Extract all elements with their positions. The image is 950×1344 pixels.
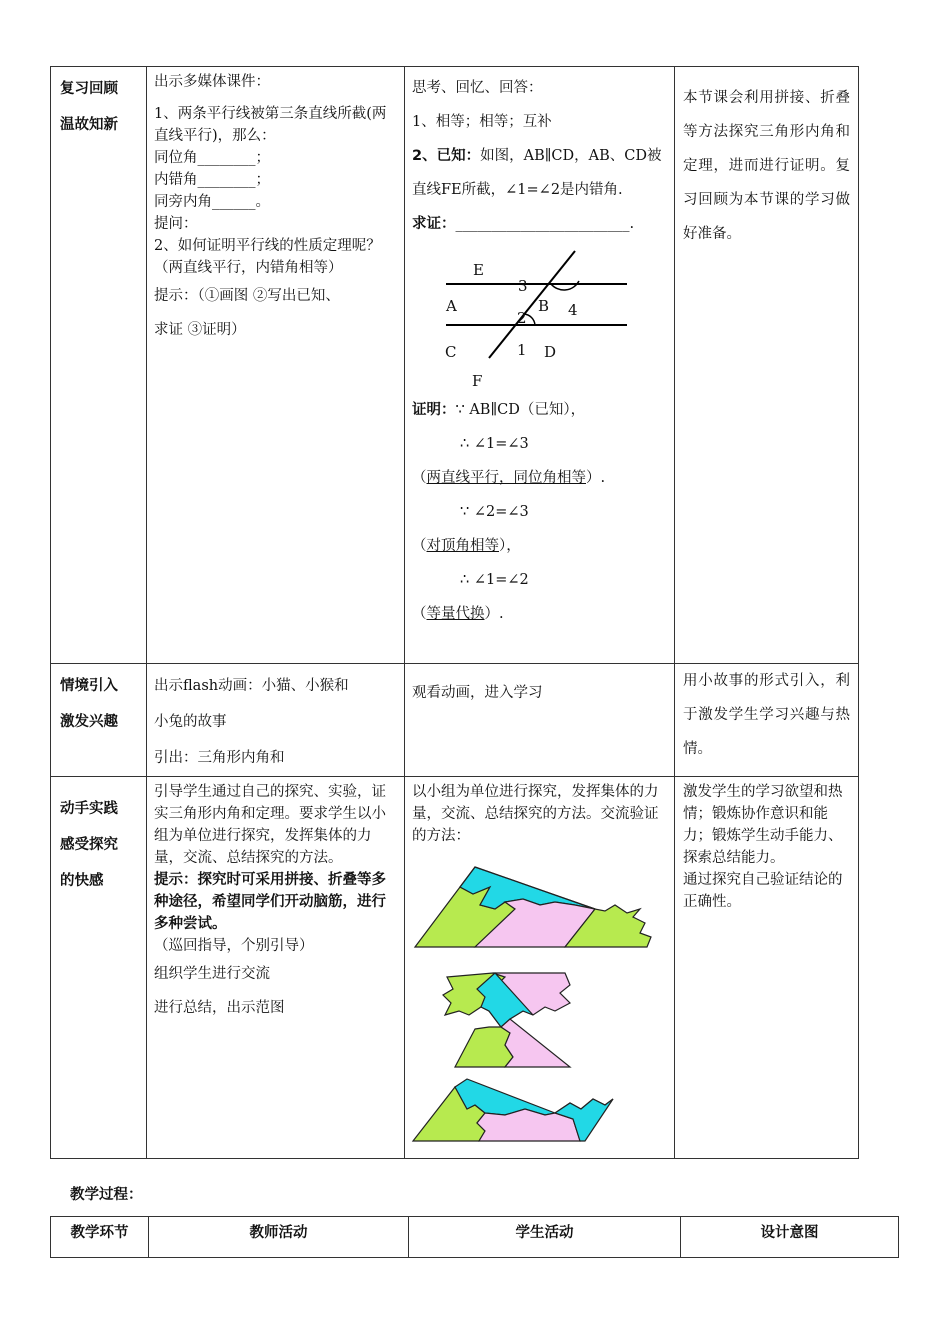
stage-label: 复习回顾	[60, 81, 118, 97]
design-intent-cell	[675, 664, 859, 777]
proof-line	[412, 529, 668, 563]
teacher-text: 2、如何证明平行线的性质定理呢？（两直线平行，内错角相等）	[154, 238, 381, 276]
teacher-text: 提示：（①画图 ②写出已知、	[154, 288, 340, 304]
known-text: 如图，AB∥CD，AB、CD被直线FE所截，∠1=∠2是内错角.	[412, 148, 662, 198]
puzzle-figure-2	[443, 973, 570, 1067]
section-title: 教学过程：	[70, 1187, 143, 1203]
table-row	[51, 67, 859, 664]
angle-label: 3	[518, 277, 528, 295]
column-header: 教师活动	[149, 1217, 409, 1258]
student-text	[412, 139, 668, 207]
teacher-text: 出示多媒体课件：	[154, 74, 270, 90]
paren: ）.	[484, 606, 504, 622]
paren: （	[412, 470, 427, 486]
proof-line	[412, 393, 668, 427]
design-intent-text: 本节课会利用拼接、折叠等方法探究三角形内角和定理，进而进行证明。复习回顾为本节课的学习做好准备。	[683, 90, 850, 242]
point-label: E	[473, 261, 484, 279]
student-activity-cell	[405, 67, 675, 664]
pink-piece	[501, 1019, 570, 1067]
proof-reason: 两直线平行，同位角相等	[426, 470, 586, 486]
student-activity-cell	[405, 777, 675, 1159]
teacher-text: 进行总结，出示范图	[154, 1000, 285, 1016]
teacher-text: 同位角________；	[154, 150, 270, 166]
proof-reason: 等量代换	[426, 606, 485, 622]
teacher-activity-cell	[147, 664, 405, 777]
prove-blank: ________________________.	[455, 216, 635, 232]
paren: （	[412, 606, 427, 622]
proof-line	[412, 597, 668, 631]
puzzle-figure-1	[415, 867, 651, 947]
design-intent-text: 通过探究自己验证结论的正确性。	[683, 872, 843, 910]
proof-line: ∴ ∠1=∠3	[460, 436, 529, 452]
teacher-activity-cell	[147, 67, 405, 664]
student-text	[412, 207, 668, 241]
angle-label: 4	[568, 301, 578, 319]
column-header: 学生活动	[409, 1217, 681, 1258]
lesson-table	[50, 66, 859, 1159]
column-header: 教学环节	[51, 1217, 149, 1258]
teacher-text: （巡回指导，个别引导）	[154, 938, 314, 954]
teacher-text: 同旁内角______。	[154, 194, 270, 210]
student-text: 观看动画，进入学习	[412, 685, 543, 701]
teacher-text: 引导学生通过自己的探究、实验，证实三角形内角和定理。要求学生以小组为单位进行探究，发挥集体的力量，交流、总结探究的方法。	[154, 784, 386, 866]
teacher-text: 引出：三角形内角和	[154, 750, 285, 766]
teacher-text: 1、两条平行线被第三条直线所截(两直线平行)，那么：	[154, 106, 387, 144]
paren: ）.	[586, 470, 606, 486]
design-intent-text: 激发学生的学习欲望和热情；锻炼协作意识和能力；锻炼学生动手能力、探索总结能力。	[683, 784, 843, 866]
proof-line	[412, 461, 668, 495]
teacher-activity-cell	[147, 777, 405, 1159]
stage-label: 激发兴趣	[60, 714, 118, 730]
stage-label: 情境引入	[60, 678, 118, 694]
student-activity-cell	[405, 664, 675, 777]
point-label: D	[544, 343, 557, 361]
angle-arc	[551, 281, 579, 290]
teacher-text: 出示flash动画：小猫、小猴和	[154, 678, 349, 694]
teacher-hint: 提示：探究时可采用拼接、折叠等多种途径，希望同学们开动脑筋，进行多种尝试。	[154, 872, 386, 932]
proof-line: ∵ ∠2=∠3	[460, 504, 529, 520]
angle-label: 2	[517, 309, 527, 327]
line-fe	[489, 251, 575, 358]
stage-cell	[51, 67, 147, 664]
teacher-text: 小兔的故事	[154, 714, 227, 730]
column-header: 设计意图	[681, 1217, 899, 1258]
proof-text: ∵ AB∥CD（已知），	[455, 402, 586, 418]
point-label: A	[446, 297, 457, 315]
student-text: 以小组为单位进行探究，发挥集体的力量，交流、总结探究的方法。交流验证的方法：	[412, 784, 659, 844]
teacher-text: 内错角________；	[154, 172, 270, 188]
table-header-row	[51, 1217, 899, 1258]
parallel-lines-figure	[411, 241, 671, 391]
triangle-angle-puzzle-figures	[405, 847, 673, 1147]
green-piece	[455, 1027, 513, 1067]
teacher-text: 求证 ③证明）	[154, 322, 246, 338]
point-label: F	[472, 372, 483, 390]
stage-label: 感受探究	[60, 837, 118, 853]
design-intent-text: 用小故事的形式引入，利于激发学生学习兴趣与热情。	[683, 673, 850, 757]
paren: （	[412, 538, 427, 554]
puzzle-figure-3	[413, 1079, 613, 1141]
process-header-table	[50, 1216, 899, 1258]
student-text: 1、相等；相等；互补	[412, 114, 552, 130]
teacher-text: 提问：	[154, 216, 198, 232]
teacher-text: 组织学生进行交流	[154, 966, 270, 982]
design-intent-cell	[675, 777, 859, 1159]
proof-reason: 对顶角相等	[426, 538, 499, 554]
table-row	[51, 664, 859, 777]
stage-label: 动手实践	[60, 801, 118, 817]
table-row	[51, 777, 859, 1159]
proof-line: ∴ ∠1=∠2	[460, 572, 529, 588]
student-text: 思考、回忆、回答：	[412, 80, 543, 96]
stage-cell	[51, 777, 147, 1159]
point-label: B	[538, 297, 550, 315]
stage-label: 温故知新	[60, 117, 118, 133]
prove-label: 求证：	[412, 216, 456, 232]
point-label: C	[445, 343, 457, 361]
design-intent-cell	[675, 67, 859, 664]
stage-cell	[51, 664, 147, 777]
proof-label: 证明：	[412, 402, 456, 418]
stage-label: 的快感	[60, 873, 104, 889]
known-label: 2、已知：	[412, 148, 481, 164]
angle-label: 1	[517, 341, 527, 359]
paren: ），	[499, 538, 521, 554]
